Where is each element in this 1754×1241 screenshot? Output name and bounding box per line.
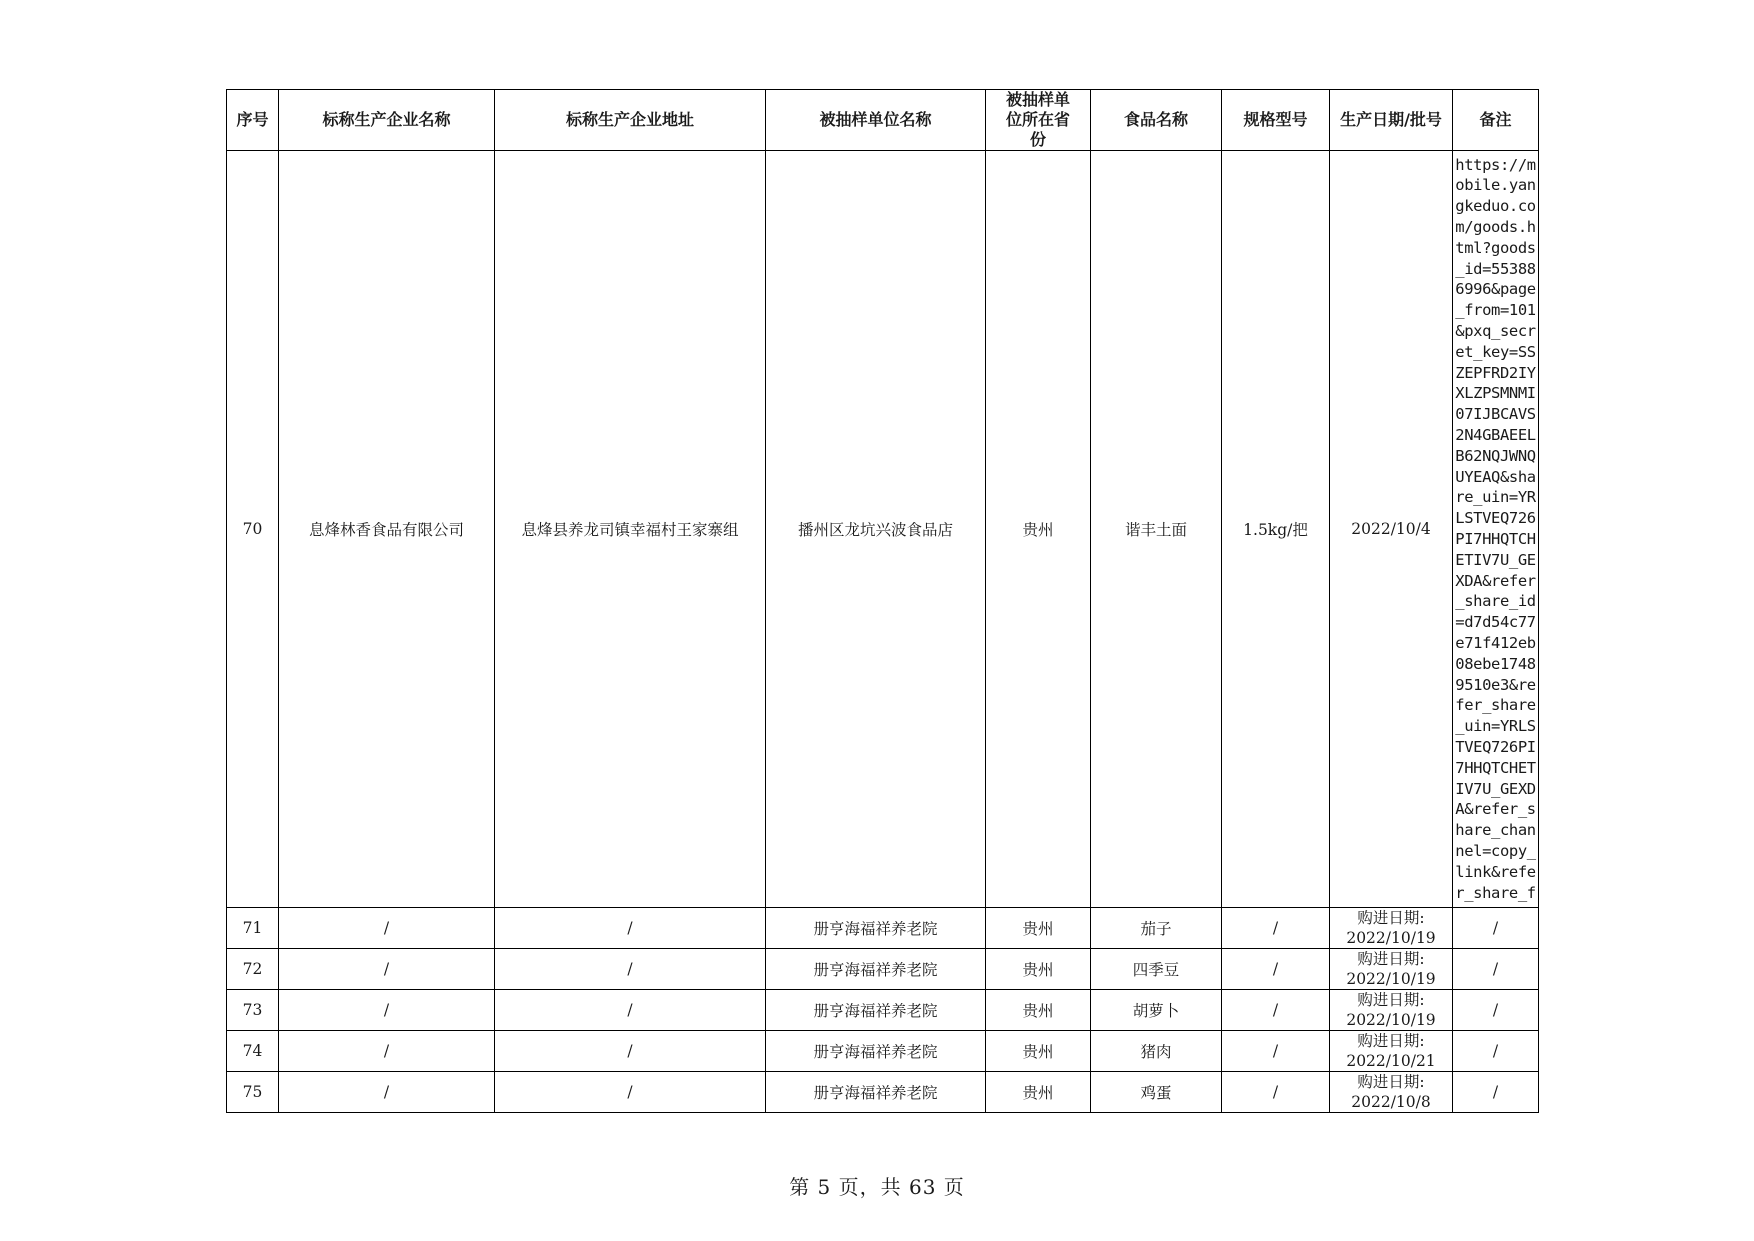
cell-index: 70 [227,151,279,908]
cell-address: / [495,1072,766,1113]
cell-date [1330,1072,1453,1113]
table-row [227,1072,1539,1113]
cell-sampled-unit: 册亨海福祥养老院 [766,908,986,949]
cell-company: 息烽林香食品有限公司 [279,151,495,908]
cell-index: 71 [227,908,279,949]
cell-company: / [279,908,495,949]
cell-food: 茄子 [1091,908,1222,949]
table-row [227,1031,1539,1072]
header-cell-date: 生产日期/批号 [1330,90,1453,151]
date-value: 2022/10/19 [1346,970,1436,988]
cell-index: 75 [227,1072,279,1113]
header-cell-province [986,90,1091,151]
date-value: 2022/10/21 [1346,1052,1436,1070]
header-cell-food: 食品名称 [1091,90,1222,151]
table-row [227,949,1539,990]
food-sampling-table [226,89,1539,1113]
header-cell-note: 备注 [1453,90,1539,151]
cell-note: / [1453,1072,1539,1113]
cell-date [1330,151,1453,908]
cell-address: / [495,1031,766,1072]
cell-index: 74 [227,1031,279,1072]
cell-note: / [1453,908,1539,949]
date-label: 购进日期: [1357,991,1425,1009]
cell-spec: / [1222,949,1330,990]
date-label: 购进日期: [1357,950,1425,968]
cell-date [1330,949,1453,990]
header-row [227,90,1539,151]
date-value: 2022/10/8 [1351,1093,1431,1111]
cell-food: 谐丰土面 [1091,151,1222,908]
table-row [227,908,1539,949]
date-value: 2022/10/19 [1346,1011,1436,1029]
cell-spec: 1.5kg/把 [1222,151,1330,908]
cell-index: 72 [227,949,279,990]
table-row [227,990,1539,1031]
cell-date [1330,990,1453,1031]
cell-note: / [1453,1031,1539,1072]
cell-province: 贵州 [986,990,1091,1031]
cell-spec: / [1222,908,1330,949]
header-cell-spec: 规格型号 [1222,90,1330,151]
cell-food: 四季豆 [1091,949,1222,990]
date-label: 购进日期: [1357,1073,1425,1091]
header-cell-sampled-unit: 被抽样单位名称 [766,90,986,151]
cell-address: 息烽县养龙司镇幸福村王家寨组 [495,151,766,908]
cell-address: / [495,908,766,949]
date-label: 购进日期: [1357,1032,1425,1050]
header-cell-index: 序号 [227,90,279,151]
cell-province: 贵州 [986,1031,1091,1072]
cell-province: 贵州 [986,908,1091,949]
cell-sampled-unit: 册亨海福祥养老院 [766,949,986,990]
date-value: 2022/10/4 [1351,520,1431,538]
cell-food: 猪肉 [1091,1031,1222,1072]
cell-sampled-unit: 册亨海福祥养老院 [766,1072,986,1113]
cell-company: / [279,1072,495,1113]
cell-sampled-unit: 册亨海福祥养老院 [766,990,986,1031]
header-cell-province-label: 被抽样单位所在省份 [1005,90,1070,149]
cell-date [1330,908,1453,949]
cell-company: / [279,990,495,1031]
cell-note: / [1453,990,1539,1031]
cell-province: 贵州 [986,151,1091,908]
cell-date [1330,1031,1453,1072]
cell-food: 胡萝卜 [1091,990,1222,1031]
cell-note: https://mobile.yangkeduo.com/goods.html?goods_id=553886996&page_from=101&pxq_secret_key=SSZEPFRD2IYXLZPSMNMI07IJBCAVS2N4GBAEELB62NQJWNQUYEAQ&share_uin=YRLSTVEQ726PI7HHQTCHETIV7U_GEXDA&refer_share_id=d7d54c77e71f412eb08ebe17489510e3&refer_share_uin=YRLSTVEQ726PI7HHQTCHETIV7U_GEXDA&refer_share_channel=copy_link&refer_share_f [1453,151,1539,908]
cell-sampled-unit: 册亨海福祥养老院 [766,1031,986,1072]
cell-food: 鸡蛋 [1091,1072,1222,1113]
table-row [227,151,1539,908]
cell-company: / [279,949,495,990]
cell-province: 贵州 [986,1072,1091,1113]
cell-province: 贵州 [986,949,1091,990]
cell-address: / [495,990,766,1031]
cell-note: / [1453,949,1539,990]
page-number-footer: 第 5 页，共 63 页 [789,1175,965,1199]
cell-company: / [279,1031,495,1072]
header-cell-address: 标称生产企业地址 [495,90,766,151]
cell-spec: / [1222,1031,1330,1072]
cell-index: 73 [227,990,279,1031]
date-label: 购进日期: [1357,909,1425,927]
cell-address: / [495,949,766,990]
cell-sampled-unit: 播州区龙坑兴波食品店 [766,151,986,908]
cell-spec: / [1222,990,1330,1031]
date-value: 2022/10/19 [1346,929,1436,947]
cell-spec: / [1222,1072,1330,1113]
header-cell-company: 标称生产企业名称 [279,90,495,151]
